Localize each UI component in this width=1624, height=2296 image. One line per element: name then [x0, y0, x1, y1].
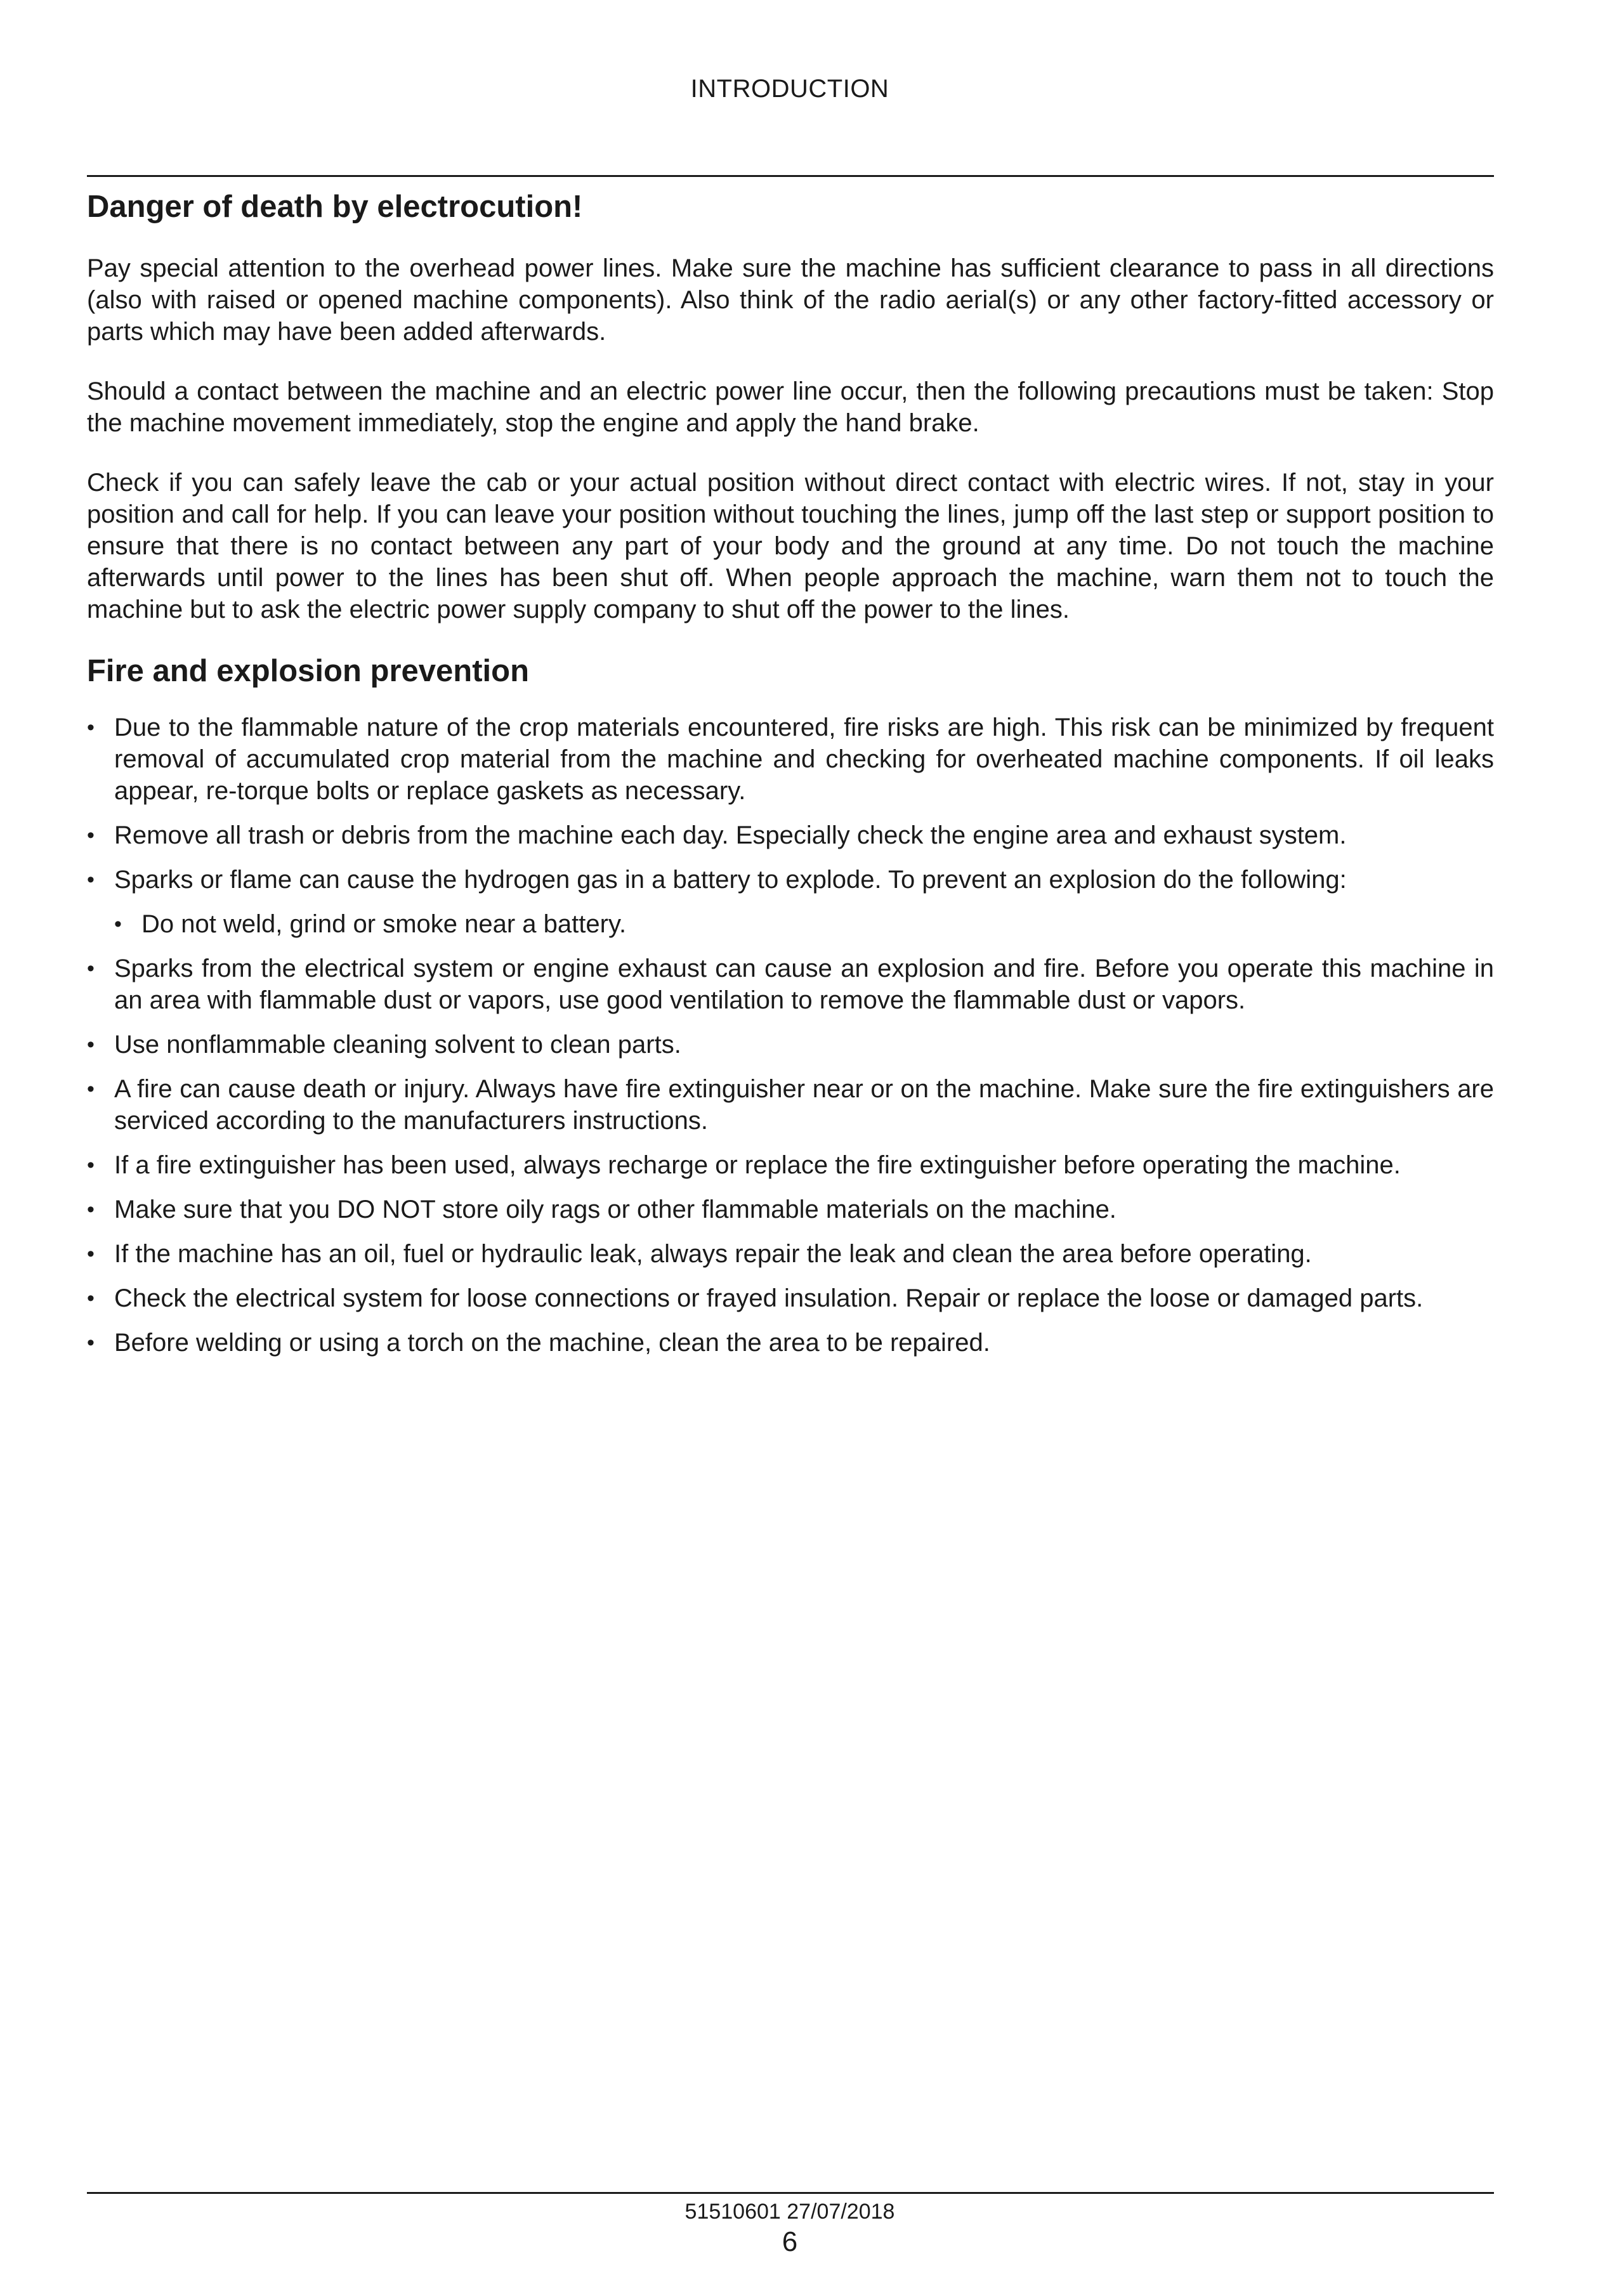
list-item-text: Make sure that you DO NOT store oily rags or other flammable materials on the machine. [114, 1196, 1116, 1223]
header-rule [87, 175, 1494, 177]
list-item-text: Do not weld, grind or smoke near a battery. [141, 910, 627, 938]
section-heading-electrocution: Danger of death by electrocution! [87, 190, 583, 224]
running-header: INTRODUCTION [690, 75, 889, 103]
list-item-text: A fire can cause death or injury. Always have fire extinguisher near or on the machine. Make sure the fire extinguishers are serviced according to the manufacturers instructions. [114, 1075, 1494, 1135]
list-item-text: If the machine has an oil, fuel or hydraulic leak, always repair the leak and clean the area before operating. [114, 1240, 1312, 1268]
list-item-text: If a fire extinguisher has been used, always recharge or replace the fire extinguisher before operating the machine. [114, 1151, 1401, 1179]
paragraph-power-lines: Pay special attention to the overhead power lines. Make sure the machine has sufficient clearance to pass in all directions (also with raised or opened machine components). Also think of the radio aerial(s) or any other factory-fitted accessory or parts which may have been added afterwards. [87, 254, 1494, 346]
bullet-icon: • [87, 715, 95, 740]
list-item [87, 1029, 1494, 1060]
list-item [87, 1073, 1494, 1137]
list-item [87, 1282, 1494, 1314]
list-item [87, 1149, 1494, 1181]
bullet-icon: • [114, 912, 122, 936]
list-item [87, 712, 1494, 807]
page-content [87, 184, 1494, 1371]
bullet-icon: • [87, 1197, 95, 1222]
bullet-icon: • [87, 1033, 95, 1057]
fire-prevention-list [87, 712, 1494, 1359]
paragraph-contact-precautions: Should a contact between the machine and an electric power line occur, then the following precautions must be taken: Stop the machine movement immediately, stop the engine and apply the hand brake. [87, 377, 1494, 437]
list-item-text: Sparks or flame can cause the hydrogen gas in a battery to explode. To prevent an explosion do the following: [114, 866, 1347, 894]
document-code: 51510601 27/07/2018 [684, 2200, 895, 2224]
bullet-icon: • [87, 868, 95, 892]
paragraph-leave-cab: Check if you can safely leave the cab or your actual position without direct contact with electric wires. If not, stay in your position and call for help. If you can leave your position without touching the lines, jump off the last step or support position to ensure that there is no contact between any part of your body and the ground at any time. Do not touch the machine afterwards until power to the lines has been shut off. When people approach the machine, warn them not to touch the machine but to ask the electric power supply company to shut off the power to the lines. [87, 469, 1494, 623]
list-item-text: Check the electrical system for loose connections or frayed insulation. Repair or replace the loose or damaged parts. [114, 1284, 1424, 1312]
bullet-icon: • [87, 956, 95, 981]
bullet-icon: • [87, 1331, 95, 1355]
bullet-icon: • [87, 823, 95, 847]
list-item [87, 1238, 1494, 1270]
list-item-text: Due to the flammable nature of the crop materials encountered, fire risks are high. This risk can be minimized by frequent removal of accumulated crop material from the machine and checking for overheated machine components. If oil leaks appear, re-torque bolts or replace gaskets as necessary. [114, 714, 1494, 805]
list-item [87, 864, 1494, 896]
list-item [87, 819, 1494, 851]
list-item-text: Use nonflammable cleaning solvent to clean parts. [114, 1031, 681, 1059]
list-item-text: Sparks from the electrical system or engine exhaust can cause an explosion and fire. Before you operate this machine in an area with flammable dust or vapors, use good ventilation to remove the flammable dust or vapors. [114, 955, 1494, 1014]
list-item [87, 953, 1494, 1016]
list-item [87, 1327, 1494, 1359]
list-item-text: Remove all trash or debris from the machine each day. Especially check the engine area and exhaust system. [114, 821, 1347, 849]
bullet-icon: • [87, 1242, 95, 1266]
footer-rule [87, 2192, 1494, 2194]
bullet-icon: • [87, 1077, 95, 1101]
list-subitem [87, 908, 1494, 940]
bullet-icon: • [87, 1153, 95, 1177]
list-item [87, 1194, 1494, 1225]
page-number: 6 [782, 2226, 798, 2257]
section-heading-fire-prevention: Fire and explosion prevention [87, 654, 530, 688]
bullet-icon: • [87, 1286, 95, 1310]
list-item-text: Before welding or using a torch on the machine, clean the area to be repaired. [114, 1329, 990, 1357]
